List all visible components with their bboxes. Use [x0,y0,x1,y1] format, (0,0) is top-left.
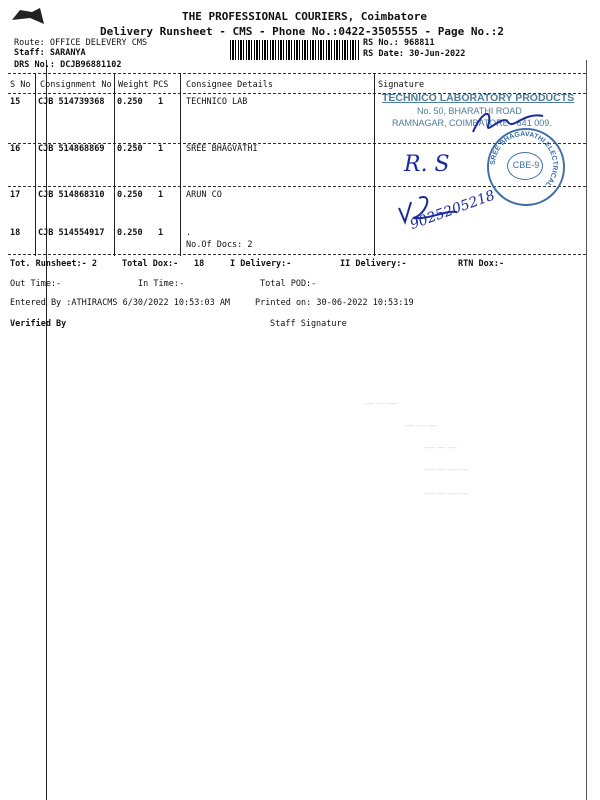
bleed-through-mark: — — — [425,442,458,452]
company-title: THE PROFESSIONAL COURIERS, Coimbatore [182,10,428,23]
row-consignment: CJB 514868869 [38,144,105,154]
fold-mark-icon [10,6,46,26]
table-row [0,144,380,156]
col-header-consignee: Consignee Details [186,80,273,90]
svg-text:SREE BHAGAVATHI ELECTRICAL [490,131,558,188]
rs-date-value: 30-Jun-2022 [409,49,466,59]
row-consignment: CJB 514739368 [38,97,105,107]
route-line: Route: OFFICE DELEVERY CMS [14,38,148,48]
seal-code: CBE-9 [512,160,540,170]
runsheet-subtitle: Delivery Runsheet - CMS - Phone No.:0422-3505555 - Page No.:2 [100,25,504,38]
entered-by: Entered By :ATHIRACMS 6/30/2022 10:53:03 AM [10,298,231,308]
row-consignee: SREE BHAGVATHI [186,144,258,154]
margin-line [46,60,47,800]
row-consignment: CJB 514868310 [38,190,105,200]
out-time: Out Time:- [10,279,62,289]
row-sno: 18 [10,228,21,238]
row-sno: 17 [10,190,21,200]
total-dox-label: Total Dox:- [122,259,179,269]
row-weight: 0.250 [117,144,143,154]
no-of-docs: No.Of Docs: 2 [186,240,253,250]
verified-by: Verified By [10,319,67,329]
ii-delivery: II Delivery:- [340,259,407,269]
stamp-address-1: No. 50, BHARATHI ROAD [417,106,522,116]
drs-line: DRS No.: DCJB96881102 [14,60,122,70]
drs-value: DCJB96881102 [60,60,122,70]
row-consignee: . [186,228,192,238]
row-weight: 0.250 [117,97,143,107]
tot-runsheet: Tot. Runsheet:- 2 [10,259,97,269]
row-consignment: CJB 514554917 [38,228,105,238]
rtn-dox: RTN Dox:- [458,259,505,269]
margin-line [586,60,587,800]
seal-text: SREE BHAGAVATHI ELECTRICAL [489,130,559,188]
handwritten-number: 9025205218 [408,187,498,234]
col-header-pcs: PCS [153,80,169,90]
handwritten-initials: R. S [404,152,450,177]
divider [8,254,586,255]
divider [8,73,586,74]
in-time: In Time:- [138,279,185,289]
rs-no-line: RS No.: 968811 [363,38,435,48]
bleed-through-mark: — — — — [425,464,469,474]
col-header-weight: Weight [118,80,149,90]
rs-date-line: RS Date: 30-Jun-2022 [363,49,466,59]
row-sno: 16 [10,144,21,154]
col-header-consignment: Consignment No [40,80,112,90]
bleed-through-mark: — — — [405,420,438,430]
staff-value: SARANYA [49,48,86,58]
staff-signature: Staff Signature [270,319,347,329]
col-header-signature: Signature [378,80,425,90]
row-consignee: ARUN CO [186,190,222,200]
printed-on: Printed on: 30-06-2022 10:53:19 [255,298,414,308]
row-weight: 0.250 [117,228,143,238]
corner-mark [10,6,46,26]
staff-line: Staff: SARANYA [14,48,86,58]
row-pcs: 1 [158,228,164,238]
barcode [230,40,360,60]
row-pcs: 1 [158,190,164,200]
row-consignee: TECHNICO LAB [186,97,248,107]
col-header-sno: S No [10,80,31,90]
total-pod: Total POD:- [260,279,317,289]
i-delivery: I Delivery:- [230,259,292,269]
table-row [0,228,380,240]
bleed-through-mark: — — — [365,398,398,408]
rs-no-value: 968811 [403,38,435,48]
row-pcs: 1 [158,144,164,154]
stamp-company: TECHNICO LABORATORY PRODUCTS [382,92,575,104]
route-value: OFFICE DELEVERY CMS [49,38,148,48]
stamp-address-2: RAMNAGAR, COIMBATORE - 641 009. [392,118,552,128]
table-row [0,97,380,109]
row-weight: 0.250 [117,190,143,200]
table-row [0,190,380,202]
row-sno: 15 [10,97,21,107]
total-dox-value: 18 [194,259,205,269]
row-pcs: 1 [158,97,164,107]
bleed-through-mark: — — — — [425,488,469,498]
